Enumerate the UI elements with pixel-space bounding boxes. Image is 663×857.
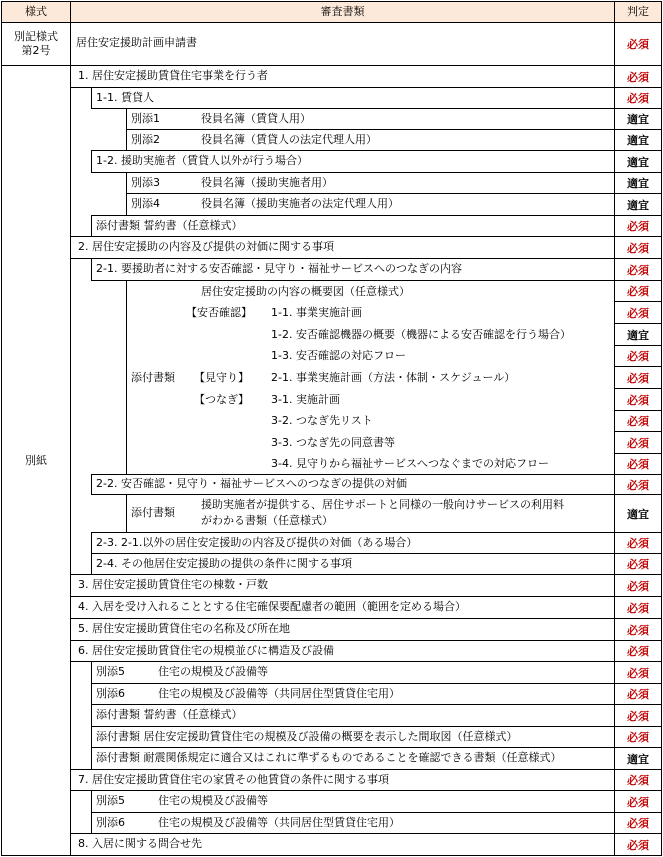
row-s1-2-a — [126, 172, 615, 194]
row-s1-2-b-tag: 別添4 — [131, 197, 160, 210]
row-s4-text: 4. 入居を受け入れることとする住宅確保要配慮者の範囲（範囲を定める場合） — [78, 600, 466, 613]
form-title: 居住安定援助計画申請書 — [76, 36, 197, 49]
row-s2-1-overview: 居住安定援助の内容の概要図（任意様式） — [201, 285, 410, 298]
judgement-required: 必須 — [614, 553, 662, 575]
judgement-required: 必須 — [614, 790, 662, 813]
row-s6-a-tag: 別添5 — [96, 665, 125, 678]
judgement-required: 必須 — [614, 618, 662, 641]
row-s1-1-a — [126, 108, 615, 130]
row-r-3-4: 3-4. 見守りから福祉サービスへつなぐまでの対応フロー — [271, 457, 549, 470]
judgement-required: 必須 — [614, 812, 662, 834]
row-s2-1-text: 2-1. 要援助者に対する安否確認・見守り・福祉サービスへのつなぎの内容 — [96, 262, 462, 275]
row-r-1-3: 1-3. 安否確認の対応フロー — [271, 349, 406, 362]
row-s2-text: 2. 居住安定援助の内容及び提供の対価に関する事項 — [78, 240, 334, 253]
judgement-required: 必須 — [614, 87, 662, 109]
row-s1-2-a-tag: 別添3 — [131, 176, 160, 189]
row-s7-a-tag: 別添5 — [96, 794, 125, 807]
row-s1-1 — [91, 87, 615, 109]
judgement-required: 必須 — [614, 388, 662, 411]
judgement-required: 必須 — [614, 366, 662, 389]
judgement-required: 必須 — [614, 683, 662, 705]
judgement-required: 必須 — [614, 833, 662, 856]
row-r-1-1: 1-1. 事業実施計画 — [271, 306, 362, 319]
judgement-required: 必須 — [614, 453, 662, 475]
row-s2-1-cat2: 【見守り】 — [194, 371, 249, 384]
judgement-required: 必須 — [614, 726, 662, 748]
judgement-optional: 適宜 — [614, 323, 662, 346]
row-s2-1-cat3: 【つなぎ】 — [194, 393, 249, 406]
row-s2-4-text: 2-4. その他居住安定援助の提供の条件に関する事項 — [96, 557, 352, 570]
judgement-optional: 適宜 — [614, 129, 662, 151]
row-s1-1-text: 1-1. 賃貸人 — [96, 91, 154, 104]
row-s7-b-tag: 別添6 — [96, 816, 125, 829]
judgement-optional: 適宜 — [614, 150, 662, 173]
judgement-required: 必須 — [614, 258, 662, 281]
row-r-3-1: 3-1. 実施計画 — [271, 393, 340, 406]
header-form-col: 様式 — [1, 1, 71, 23]
form-number-line2: 第2号 — [21, 44, 51, 57]
judgement-required: 必須 — [614, 410, 662, 432]
judgement-required: 必須 — [614, 596, 662, 619]
judgement-required: 必須 — [614, 532, 662, 554]
judgement-required: 必須 — [614, 474, 662, 495]
row-s3-text: 3. 居住安定援助賃貸住宅の棟数・戸数 — [78, 578, 268, 591]
row-s2-1-cat1: 【安否確認】 — [186, 306, 252, 319]
row-s2-1-att-label: 添付書類 — [131, 371, 175, 384]
row-r-1-2: 1-2. 安否確認機器の概要（機器による安否確認を行う場合） — [271, 328, 571, 341]
judgement-required: 必須 — [614, 301, 662, 324]
judgement-required: 必須 — [614, 345, 662, 367]
judgement-required: 必須 — [614, 661, 662, 684]
judgement-optional: 適宜 — [614, 172, 662, 194]
row-s2-2-att-label: 添付書類 — [131, 506, 175, 519]
row-s1-2-b-text: 役員名簿（援助実施者の法定代理人用） — [201, 197, 399, 210]
judgement-required: 必須 — [614, 236, 662, 259]
header-judgement-col: 判定 — [614, 1, 662, 23]
judgement-required: 必須 — [614, 640, 662, 662]
judgement-required: 必須 — [614, 704, 662, 727]
row-s7-b-text: 住宅の規模及び設備等（共同居住型賃貸住宅用） — [158, 816, 400, 829]
row-s7-text: 7. 居住安定援助賃貸住宅の家賃その他賃貸の条件に関する事項 — [78, 773, 389, 786]
judgement-required: 必須 — [614, 431, 662, 454]
row-s6-a-text: 住宅の規模及び設備等 — [158, 665, 268, 678]
row-s1-1-a-text: 役員名簿（賃貸人用） — [201, 112, 311, 125]
judgement-optional: 適宜 — [614, 108, 662, 130]
row-s5-text: 5. 居住安定援助賃貸住宅の名称及び所在地 — [78, 622, 290, 635]
form-number-line1: 別記様式 — [14, 30, 58, 43]
row-s6-text: 6. 居住安定援助賃貸住宅の規模並びに構造及び設備 — [78, 644, 334, 657]
row-s6-b-tag: 別添6 — [96, 687, 125, 700]
row-s7-a-text: 住宅の規模及び設備等 — [158, 794, 268, 807]
row-s1-1-b-tag: 別添2 — [131, 133, 160, 146]
row-s2-2-doc-line1: 援助実施者が提供する、居住サポートと同様の一般向けサービスの利用料 — [201, 498, 564, 511]
row-s1-1-b-text: 役員名簿（賃貸人の法定代理人用） — [201, 133, 377, 146]
judgement-required: 必須 — [614, 215, 662, 237]
form-number-cell — [1, 22, 71, 66]
row-s2-2-text: 2-2. 安否確認・見守り・福祉サービスへのつなぎの提供の対価 — [96, 477, 407, 490]
row-s6-d-text: 添付書類 居住安定援助賃貸住宅の規模及び設備の概要を表示した間取図（任意様式） — [96, 730, 518, 743]
row-s1-2-a-text: 役員名簿（援助実施者用） — [201, 176, 333, 189]
row-s1-2-text: 1-2. 援助実施者（賃貸人以外が行う場合） — [96, 154, 308, 167]
section-label-cell: 別紙 — [1, 65, 71, 856]
row-s1-attachment-text: 添付書類 誓約書（任意様式） — [96, 219, 243, 232]
row-r-2-1: 2-1. 事業実施計画（方法・体制・スケジュール） — [271, 371, 516, 384]
row-s6-b-text: 住宅の規模及び設備等（共同居住型賃貸住宅用） — [158, 687, 400, 700]
judgement-optional: 適宜 — [614, 494, 662, 533]
judgement-optional: 適宜 — [614, 747, 662, 770]
judgement-required: 必須 — [614, 22, 662, 66]
row-s1-1-a-tag: 別添1 — [131, 112, 160, 125]
judgement-required: 必須 — [614, 769, 662, 791]
row-s1-text: 1. 居住安定援助賃貸住宅事業を行う者 — [78, 69, 268, 82]
row-s8-text: 8. 入居に関する問合せ先 — [78, 837, 202, 850]
judgement-required: 必須 — [614, 280, 662, 302]
header-documents-col: 審査書類 — [70, 1, 615, 23]
judgement-required: 必須 — [614, 65, 662, 88]
row-s6-e-text: 添付書類 耐震関係規定に適合又はこれに準ずるものであることを確認できる書類（任意様式） — [96, 751, 562, 764]
row-s2-2-doc-line2: がわかる書類（任意様式） — [201, 514, 333, 527]
judgement-required: 必須 — [614, 574, 662, 597]
row-s2-3-text: 2-3. 2-1.以外の居住安定援助の内容及び提供の対価（ある場合） — [96, 536, 418, 549]
row-s6-c-text: 添付書類 誓約書（任意様式） — [96, 708, 243, 721]
row-r-3-3: 3-3. つなぎ先の同意書等 — [271, 436, 395, 449]
judgement-optional: 適宜 — [614, 193, 662, 216]
row-r-3-2: 3-2. つなぎ先リスト — [271, 414, 373, 427]
